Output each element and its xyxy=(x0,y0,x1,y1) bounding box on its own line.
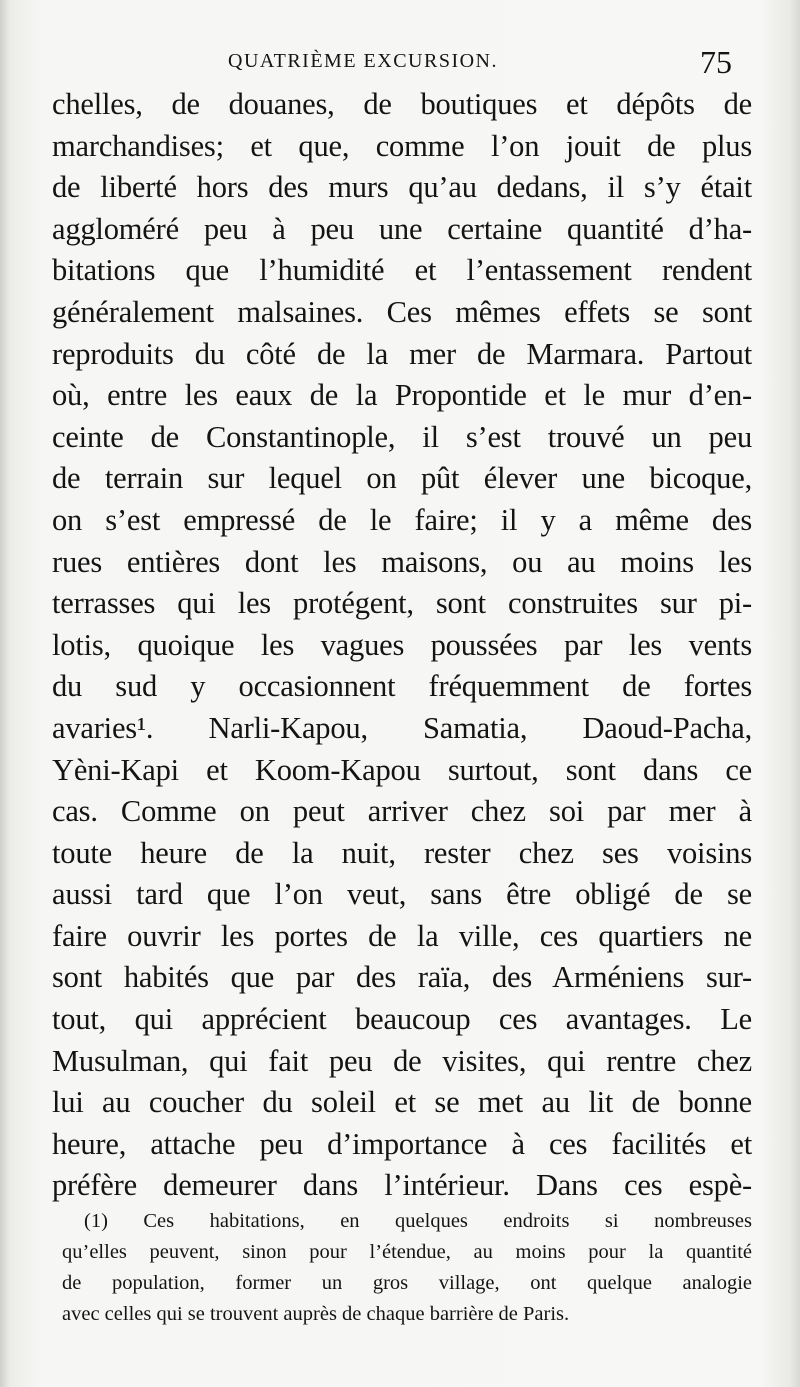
text-line: cas. Comme on peut arriver chez soi par mer à xyxy=(52,794,752,829)
text-line: rues entières dont les maisons, ou au moins les xyxy=(52,544,752,579)
text-line: de terrain sur lequel on pût élever une bicoque, xyxy=(52,461,752,496)
text-line: où, entre les eaux de la Propontide et le mur d’en- xyxy=(52,378,752,413)
text-line: heure, attache peu d’importance à ces facilités et xyxy=(52,1126,752,1161)
text-line: aggloméré peu à peu une certaine quantité d’ha- xyxy=(52,211,752,246)
body-text xyxy=(52,84,752,1207)
footnote-line: (1) Ces habitations, en quelques endroits si nombreuses xyxy=(84,1210,752,1232)
text-line: toute heure de la nuit, rester chez ses voisins xyxy=(52,835,752,870)
text-line: de liberté hors des murs qu’au dedans, il s’y était xyxy=(52,170,752,205)
text-line: avaries¹. Narli-Kapou, Samatia, Daoud-Pacha, xyxy=(52,710,752,745)
text-line: tout, qui apprécient beaucoup ces avantages. Le xyxy=(52,1002,752,1037)
text-line: on s’est empressé de le faire; il y a même des xyxy=(52,502,752,537)
text-line: sont habités que par des raïa, des Arméniens sur- xyxy=(52,960,752,995)
text-line: terrasses qui les protégent, sont construites sur pi- xyxy=(52,586,752,621)
text-line: Musulman, qui fait peu de visites, qui rentre chez xyxy=(52,1043,752,1078)
text-line: bitations que l’humidité et l’entassement rendent xyxy=(52,253,752,288)
page-header xyxy=(0,44,800,84)
text-line: faire ouvrir les portes de la ville, ces quartiers ne xyxy=(52,918,752,953)
text-line: lui au coucher du soleil et se met au lit de bonne xyxy=(52,1085,752,1120)
footnote-line: qu’elles peuvent, sinon pour l’étendue, au moins pour la quantité xyxy=(62,1241,752,1263)
text-line: reproduits du côté de la mer de Marmara. Partout xyxy=(52,336,752,371)
text-line: généralement malsaines. Ces mêmes effets se sont xyxy=(52,294,752,329)
running-title: QUATRIÈME EXCURSION. xyxy=(228,50,498,72)
text-line: lotis, quoique les vagues poussées par les vents xyxy=(52,627,752,662)
footnote-line: avec celles qui se trouvent auprès de chaque barrière de Paris. xyxy=(62,1303,570,1325)
text-line: marchandises; et que, comme l’on jouit de plus xyxy=(52,128,752,163)
text-line: aussi tard que l’on veut, sans être obligé de se xyxy=(52,877,752,912)
text-line: du sud y occasionnent fréquemment de fortes xyxy=(52,669,752,704)
text-line: Yèni-Kapi et Koom-Kapou surtout, sont dans ce xyxy=(52,752,752,787)
page-number: 75 xyxy=(700,44,732,80)
footnote-line: de population, former un gros village, ont quelque analogie xyxy=(62,1272,752,1294)
text-line: ceinte de Constantinople, il s’est trouvé un peu xyxy=(52,419,752,454)
footnote xyxy=(62,1206,752,1330)
text-line: chelles, de douanes, de boutiques et dépôts de xyxy=(52,87,752,121)
text-line: préfère demeurer dans l’intérieur. Dans ces espè- xyxy=(52,1168,752,1203)
